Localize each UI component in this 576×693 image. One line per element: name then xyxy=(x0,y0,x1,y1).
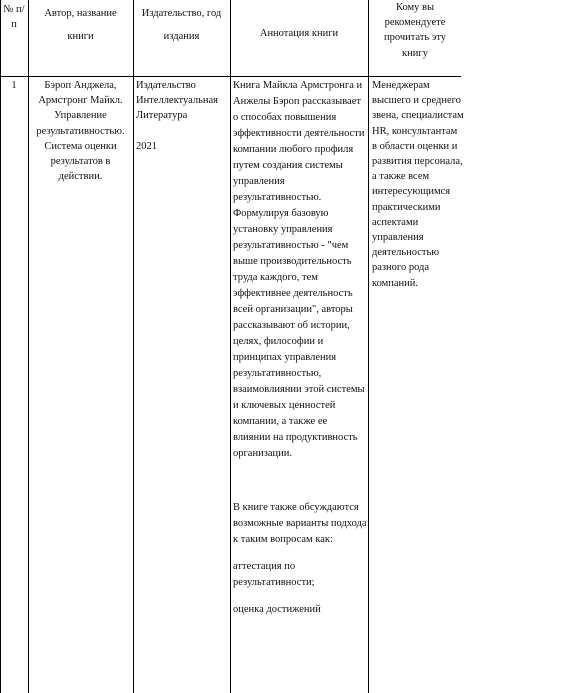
publisher-name: Издательство Интеллектуальная Литература xyxy=(136,80,219,122)
annotation-paragraph-main: Книга Майкла Армстронга и Анжелы Бэроп рассказывает о способах повышения эффективности деятельности компании любого профиля путем создания системы управления результативностью. Формулируя базовую установку управления результативностью - "чем выше производительность труда каждого, тем эффективнее деятельность всей организации", авторы рассказывают об истории, целях, философии и принципах управления результативностью, взаимовлиянии этой системы и ключевых ценностей компании, а также ее влиянии на продуктивность организации. xyxy=(233,80,365,459)
annotation-item-achievements: оценка достижений xyxy=(233,604,321,615)
header-cell-number: № п/п xyxy=(3,4,25,31)
header-row-divider xyxy=(0,76,461,77)
annotation-paragraph-also: В книге также обсуждаются возможные варианты подхода к таким вопросам как: xyxy=(233,502,367,545)
cell-number: 1 xyxy=(11,80,17,91)
column-divider-2 xyxy=(133,0,134,693)
header-cell-annotation: Аннотация книги xyxy=(259,28,339,39)
cell-audience: Менеджерам высшего и среднего звена, специалистам HR, консультантам в области оценки и развития персонала, а также всем интересующимся практическими аспектами управления деятельностью разного рода компаний. xyxy=(372,80,464,289)
table-border-left xyxy=(0,0,1,693)
header-cell-publisher: Издательство, год издания xyxy=(141,8,222,42)
annotation-item-attestation: аттестация по результативности; xyxy=(233,561,315,588)
header-cell-audience: Кому вы рекомендуете прочитать эту книгу xyxy=(383,2,447,59)
column-divider-4 xyxy=(368,0,369,693)
cell-publisher xyxy=(136,78,232,154)
header-cell-author: Автор, название книги xyxy=(44,8,117,42)
publisher-year: 2021 xyxy=(136,140,157,152)
cell-author-title: Бэроп Анджела, Армстронг Майкл. Управление результативностью. Система оценки результатов в действии. xyxy=(36,80,125,183)
cell-annotation xyxy=(233,78,367,618)
